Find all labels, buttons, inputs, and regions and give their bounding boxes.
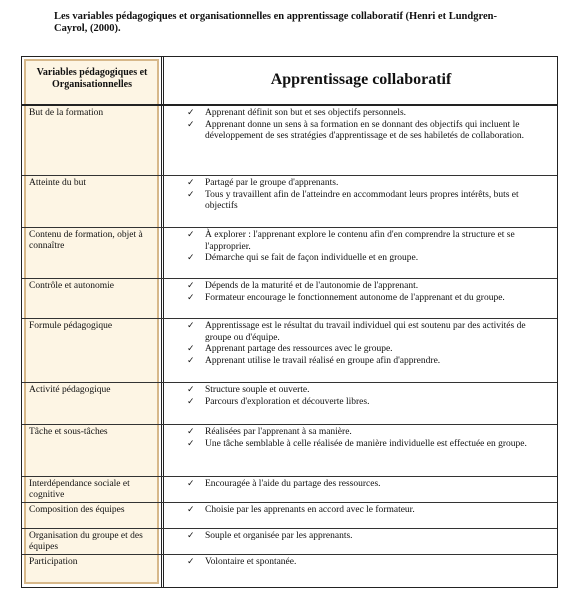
list-item — [187, 557, 552, 569]
checkmark-icon: ✓ — [187, 119, 195, 130]
row-items-list — [187, 108, 552, 143]
list-item-text: Apprenant définit son but et ses objectifs personnels. — [205, 108, 407, 118]
list-item — [187, 108, 552, 120]
table-row — [22, 176, 557, 228]
variables-table — [21, 56, 558, 588]
table-row — [22, 383, 557, 425]
row-variable-label: Formule pédagogique — [29, 321, 113, 331]
checkmark-icon: ✓ — [187, 321, 195, 331]
row-items-list — [187, 427, 552, 450]
list-item-text: À explorer : l'apprenant explore le contenu afin d'en comprendre la structure et se l'approprier. — [205, 230, 515, 252]
list-item — [187, 190, 552, 213]
list-item — [187, 253, 552, 265]
table-row — [22, 228, 557, 279]
checkmark-icon: ✓ — [187, 178, 195, 188]
row-variable-label: Composition des équipes — [29, 505, 125, 515]
checkmark-icon: ✓ — [187, 189, 195, 200]
header-variables: Variables pédagogiques et Organisationnelles — [36, 67, 148, 90]
table-row — [22, 279, 557, 319]
row-variable-label: Interdépendance sociale et cognitive — [29, 479, 130, 500]
checkmark-icon: ✓ — [187, 479, 195, 489]
row-items-list — [187, 281, 552, 304]
checkmark-icon: ✓ — [187, 253, 195, 263]
list-item — [187, 356, 552, 368]
list-item-text: Encouragée à l'aide du partage des ressources. — [205, 479, 381, 489]
list-item — [187, 344, 552, 356]
table-row — [22, 425, 557, 477]
table-row — [22, 503, 557, 529]
checkmark-icon: ✓ — [187, 385, 195, 395]
list-item — [187, 120, 552, 143]
list-item-text: Souple et organisée par les apprenants. — [205, 531, 353, 541]
checkmark-icon: ✓ — [187, 230, 195, 240]
table-row — [22, 555, 557, 586]
row-items-list — [187, 321, 552, 367]
row-variable-label: Organisation du groupe et des équipes — [29, 531, 143, 552]
checkmark-icon: ✓ — [187, 531, 195, 541]
row-variable-label: But de la formation — [29, 108, 104, 118]
list-item — [187, 230, 552, 253]
list-item-text: Choisie par les apprenants en accord avec le formateur. — [205, 505, 415, 515]
row-variable-label: Atteinte du but — [29, 178, 86, 188]
row-items-list — [187, 178, 552, 213]
list-item-text: Structure souple et ouverte. — [205, 385, 310, 395]
row-items-list — [187, 531, 552, 543]
row-items-list — [187, 385, 552, 408]
table-row — [22, 529, 557, 555]
list-item-text: Parcours d'exploration et découverte libres. — [205, 396, 370, 407]
row-variable-label: Activité pédagogique — [29, 385, 111, 395]
list-item — [187, 531, 552, 543]
list-item-text: Démarche qui se fait de façon individuelle et en groupe. — [205, 253, 419, 263]
list-item-text: Apprenant utilise le travail réalisé en groupe afin d'apprendre. — [205, 355, 441, 366]
list-item-text: Une tâche semblable à celle réalisée de manière individuelle est effectuée en groupe. — [205, 438, 527, 449]
table-row — [22, 319, 557, 383]
header-apprentissage-collaboratif: Apprentissage collaboratif — [270, 71, 452, 88]
list-item — [187, 439, 552, 451]
list-item-text: Volontaire et spontanée. — [205, 557, 297, 567]
row-items-list — [187, 230, 552, 265]
list-item — [187, 505, 552, 517]
list-item-text: Apprenant donne un sens à sa formation en se donnant des objectifs qui incluent le développement de ses stratégies d'apprentissage et de ses habiletés de collaboration. — [205, 119, 525, 141]
list-item — [187, 293, 552, 305]
checkmark-icon: ✓ — [187, 505, 195, 515]
checkmark-icon: ✓ — [187, 281, 195, 291]
checkmark-icon: ✓ — [187, 427, 195, 437]
list-item — [187, 178, 552, 190]
table-row — [22, 106, 557, 176]
checkmark-icon: ✓ — [187, 396, 195, 407]
checkmark-icon: ✓ — [187, 355, 195, 366]
checkmark-icon: ✓ — [187, 438, 195, 449]
checkmark-icon: ✓ — [187, 344, 195, 354]
list-item — [187, 385, 552, 397]
list-item-text: Partagé par le groupe d'apprenants. — [205, 178, 339, 188]
checkmark-icon: ✓ — [187, 292, 195, 303]
list-item — [187, 281, 552, 293]
list-item-text: Apprentissage est le résultat du travail individuel qui est soutenu par des activités de groupe ou d'équipe. — [205, 321, 526, 343]
checkmark-icon: ✓ — [187, 108, 195, 118]
list-item-text: Réalisées par l'apprenant à sa manière. — [205, 427, 352, 437]
table-row — [22, 477, 557, 503]
list-item — [187, 479, 552, 491]
row-items-list — [187, 479, 552, 491]
row-variable-label: Contenu de formation, objet à connaître — [29, 230, 143, 251]
table-caption: Les variables pédagogiques et organisationnelles en apprentissage collaboratif (Henri et Lundgren-Cayrol, (2000). — [54, 11, 497, 34]
list-item-text: Formateur encourage le fonctionnement autonome de l'apprenant et du groupe. — [205, 292, 505, 303]
row-variable-label: Tâche et sous-tâches — [29, 427, 108, 437]
row-items-list — [187, 505, 552, 517]
table-header-row — [22, 57, 557, 106]
list-item — [187, 321, 552, 344]
list-item — [187, 397, 552, 409]
row-items-list — [187, 557, 552, 569]
list-item — [187, 427, 552, 439]
row-variable-label: Participation — [29, 557, 78, 567]
list-item-text: Tous y travaillent afin de l'atteindre en accommodant leurs propres intérêts, buts et objectifs — [205, 189, 519, 211]
list-item-text: Dépends de la maturité et de l'autonomie de l'apprenant. — [205, 281, 419, 291]
list-item-text: Apprenant partage des ressources avec le groupe. — [205, 344, 393, 354]
checkmark-icon: ✓ — [187, 557, 195, 567]
row-variable-label: Contrôle et autonomie — [29, 281, 114, 291]
